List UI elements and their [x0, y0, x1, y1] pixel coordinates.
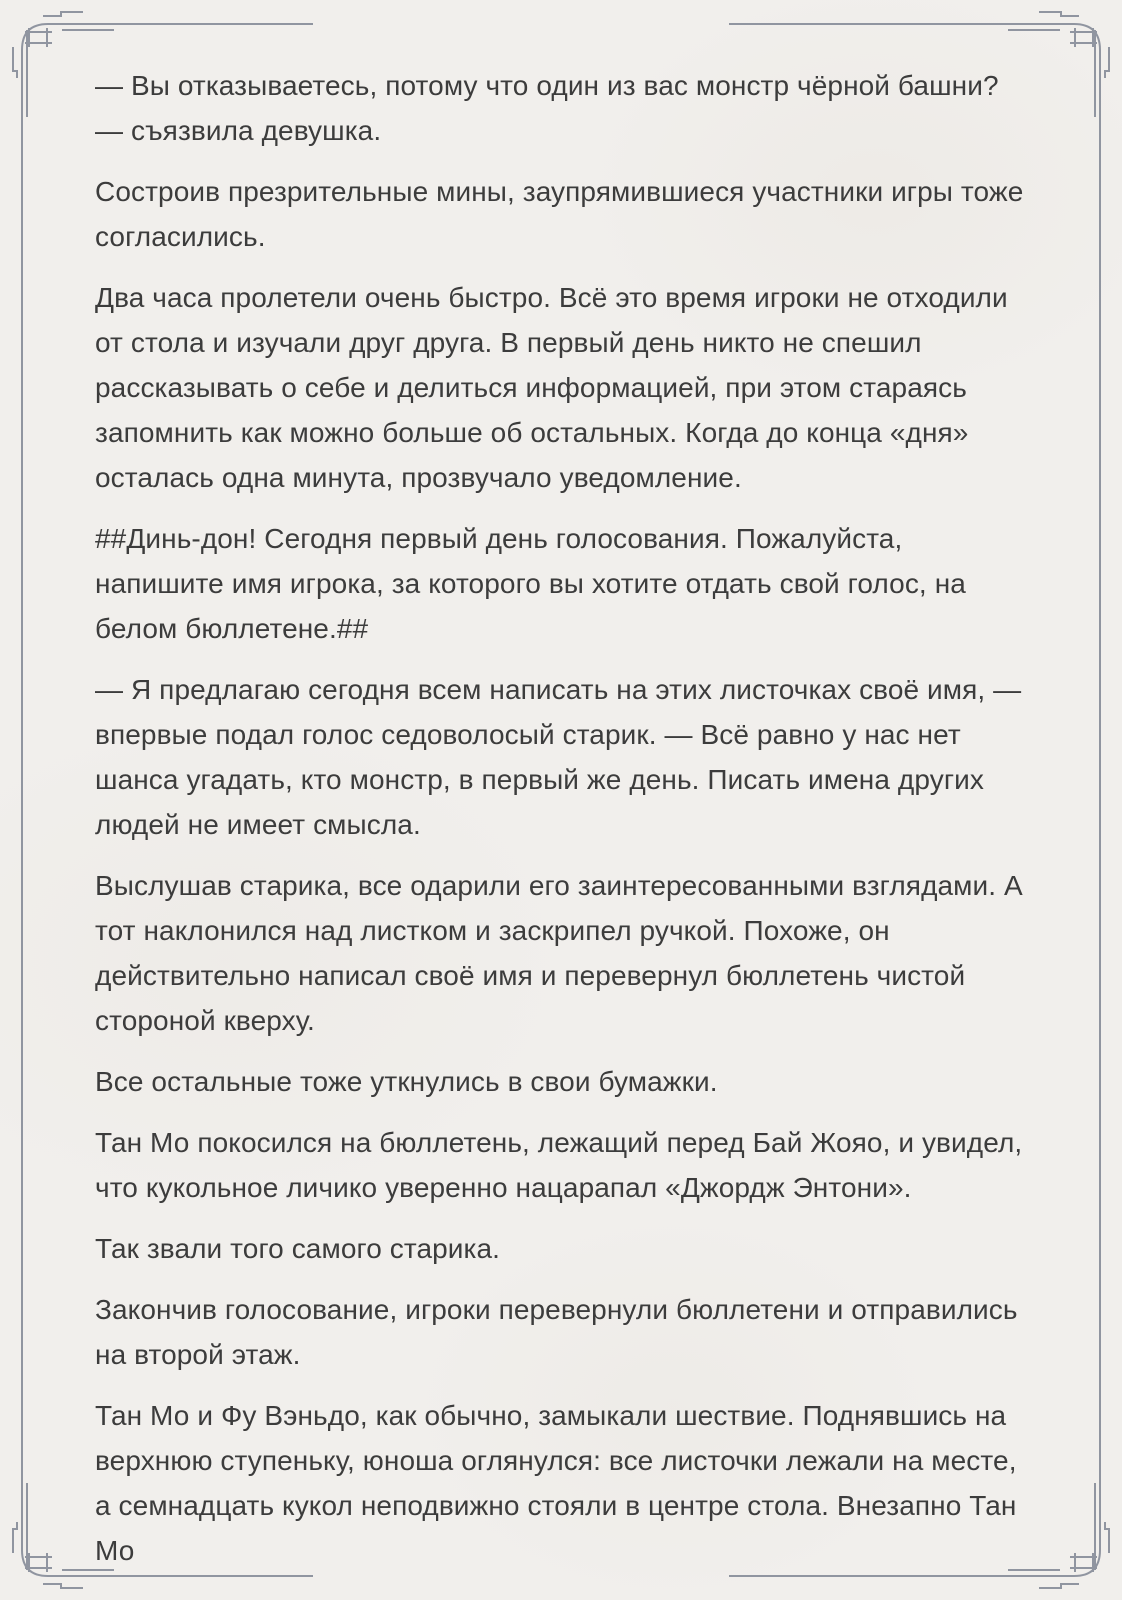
paragraph: — Я предлагаю сегодня всем написать на этих листочках своё имя, — впервые подал голос седоволосый старик. — Всё равно у нас нет шанса угадать, кто монстр, в первый же день. Писать имена других людей не имеет смысла. [95, 674, 1022, 840]
paragraph: Выслушав старика, все одарили его заинтересованными взглядами. А тот наклонился над листком и заскрипел ручкой. Похоже, он действительно написал своё имя и перевернул бюллетень чистой стороной кверху. [95, 870, 1023, 1036]
paragraph: Два часа пролетели очень быстро. Всё это время игроки не отходили от стола и изучали друг друга. В первый день никто не спешил рассказывать о себе и делиться информацией, при этом стараясь запомнить как можно больше об остальных. Когда до конца «дня» осталась одна минута, прозвучало уведомление. [95, 282, 1008, 493]
page-text [95, 63, 1025, 1589]
paragraph: — Вы отказываетесь, потому что один из вас монстр чёрной башни? — съязвила девушка. [95, 70, 999, 146]
paragraph: ##Динь-дон! Сегодня первый день голосования. Пожалуйста, напишите имя игрока, за которого вы хотите отдать свой голос, на белом бюллетене.## [95, 523, 966, 644]
paragraph: Тан Мо и Фу Вэньдо, как обычно, замыкали шествие. Поднявшись на верхнюю ступеньку, юноша оглянулся: все листочки лежали на месте, а семнадцать кукол неподвижно стояли в центре стола. Внезапно Тан Мо [95, 1400, 1017, 1566]
paragraph: Закончив голосование, игроки перевернули бюллетени и отправились на второй этаж. [95, 1294, 1018, 1370]
paragraph: Все остальные тоже уткнулись в свои бумажки. [95, 1066, 718, 1097]
paragraph: Так звали того самого старика. [95, 1233, 501, 1264]
paragraph: Тан Мо покосился на бюллетень, лежащий перед Бай Жояо, и увидел, что кукольное личико уверенно нацарапал «Джордж Энтони». [95, 1127, 1023, 1203]
paragraph: Состроив презрительные мины, заупрямившиеся участники игры тоже согласились. [95, 176, 1024, 252]
